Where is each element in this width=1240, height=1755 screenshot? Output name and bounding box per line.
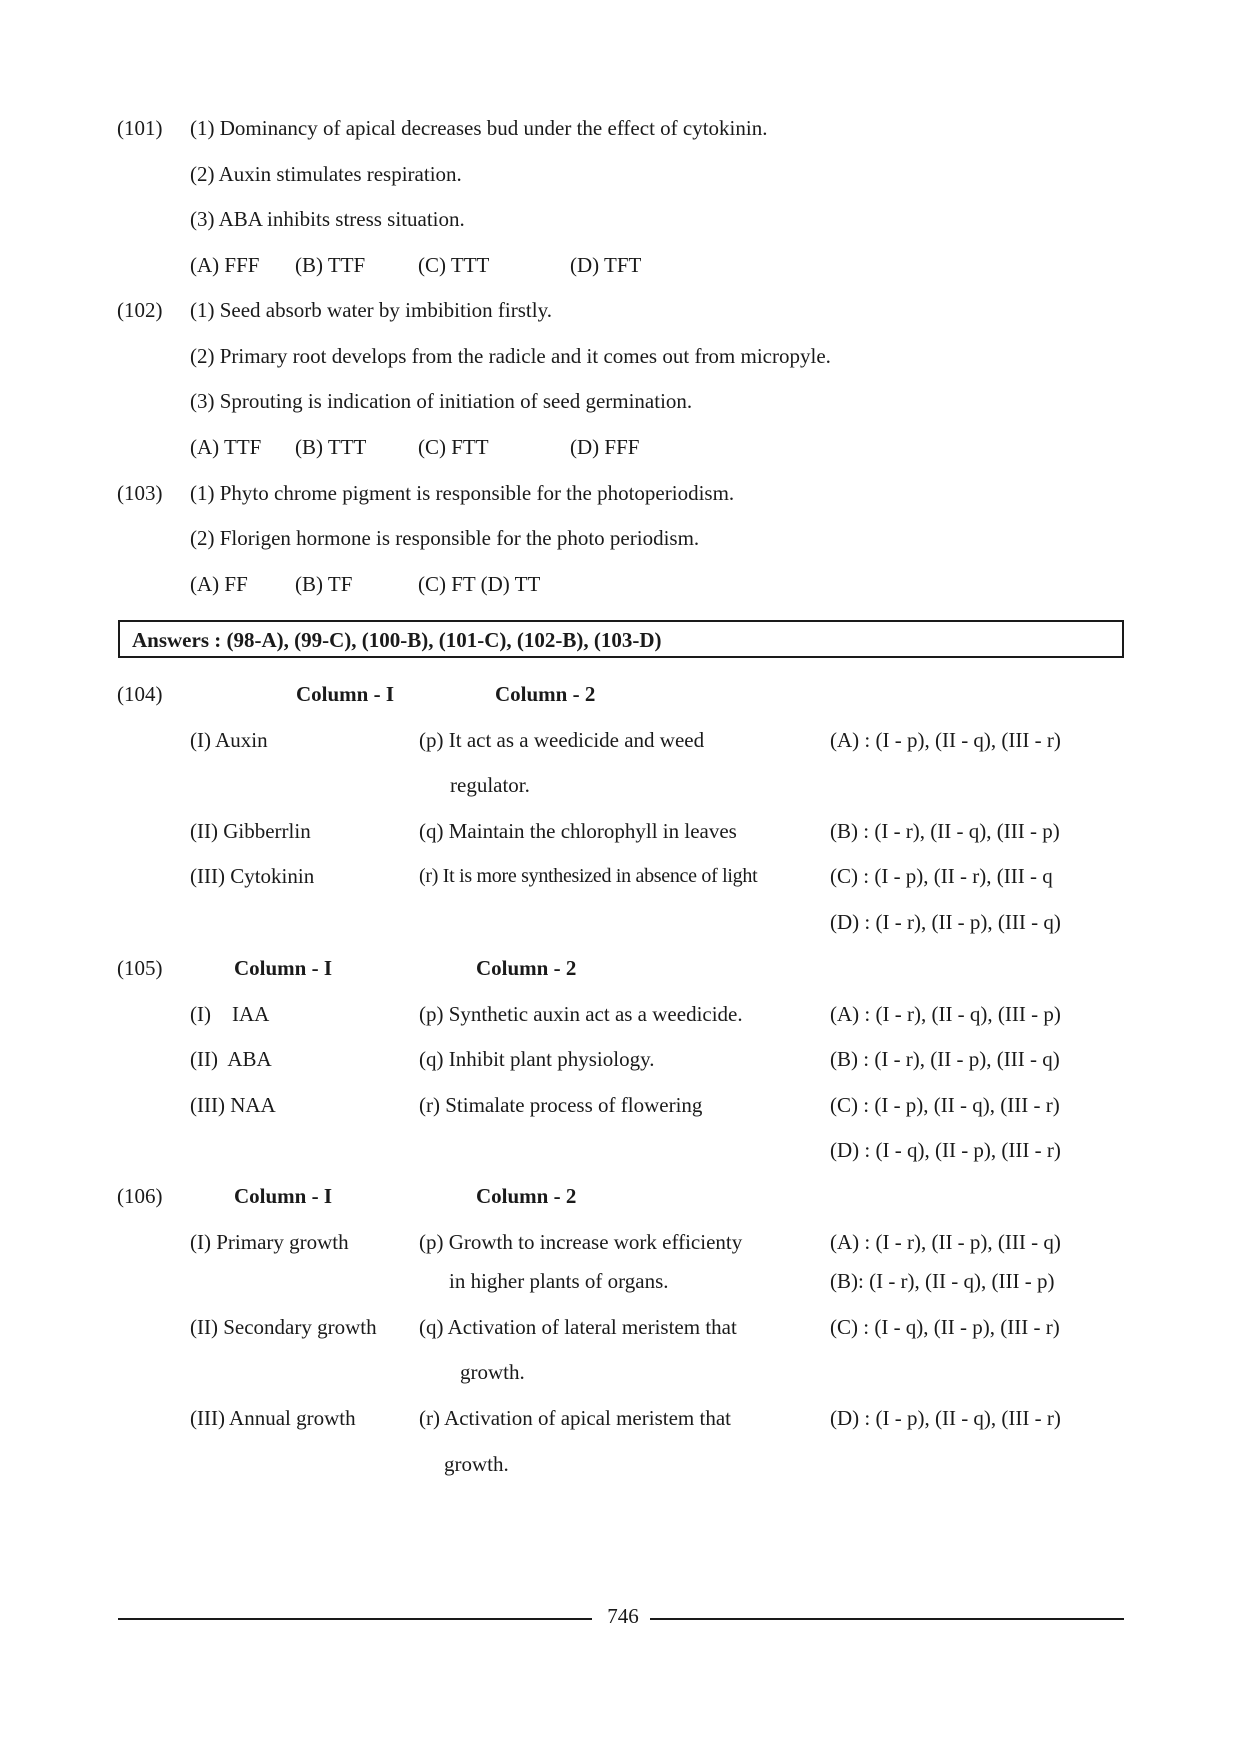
statement: (2) Primary root develops from the radicle and it comes out from micropyle. — [190, 344, 831, 368]
option: (B) TF — [295, 572, 353, 596]
question-number: (105) — [117, 956, 163, 980]
answers-box — [118, 620, 1124, 658]
footer-rule-left — [118, 1618, 592, 1620]
column-1-item: (III) Annual growth — [190, 1406, 356, 1430]
column-2-item: (r) It is more synthesized in absence of light — [419, 865, 758, 887]
column-2-item: growth. — [444, 1452, 509, 1476]
column-1-header: Column - I — [296, 682, 395, 706]
option: (D) : (I - r), (II - p), (III - q) — [830, 910, 1061, 934]
column-2-item: (p) Synthetic auxin act as a weedicide. — [419, 1002, 743, 1026]
option: (D) TFT — [570, 253, 642, 277]
column-2-header: Column - 2 — [476, 1184, 577, 1208]
column-2-item: growth. — [460, 1360, 525, 1384]
option: (C) : (I - q), (II - p), (III - r) — [830, 1315, 1060, 1339]
question-number: (101) — [117, 116, 163, 140]
option: (A) : (I - r), (II - p), (III - q) — [830, 1230, 1061, 1254]
option: (B): (I - r), (II - q), (III - p) — [830, 1269, 1055, 1293]
option: (B) TTT — [295, 435, 367, 459]
column-2-header: Column - 2 — [495, 682, 596, 706]
column-2-item: in higher plants of organs. — [449, 1269, 669, 1293]
option: (C) : (I - p), (II - r), (III - q — [830, 864, 1053, 888]
page-number: 746 — [607, 1604, 639, 1628]
column-1-item: (II) ABA — [190, 1047, 272, 1071]
statement: (1) Dominancy of apical decreases bud under the effect of cytokinin. — [190, 116, 768, 140]
option: (D) : (I - q), (II - p), (III - r) — [830, 1138, 1061, 1162]
column-2-item: (r) Stimalate process of flowering — [419, 1093, 703, 1117]
question-number: (106) — [117, 1184, 163, 1208]
column-2-item: (q) Activation of lateral meristem that — [419, 1315, 737, 1339]
option: (C) : (I - p), (II - q), (III - r) — [830, 1093, 1060, 1117]
option: (D) : (I - p), (II - q), (III - r) — [830, 1406, 1061, 1430]
column-2-item: (q) Maintain the chlorophyll in leaves — [419, 819, 737, 843]
option: (C) FTT — [418, 435, 489, 459]
statement: (1) Phyto chrome pigment is responsible for the photoperiodism. — [190, 481, 735, 505]
statement: (2) Florigen hormone is responsible for the photo periodism. — [190, 526, 700, 550]
column-2-item: (p) Growth to increase work efficienty — [419, 1230, 743, 1254]
option: (A) FF — [190, 572, 248, 596]
column-2-item: (p) It act as a weedicide and weed — [419, 728, 705, 752]
option: (A) TTF — [190, 435, 262, 459]
column-1-item: (III) Cytokinin — [190, 864, 315, 888]
column-1-item: (II) Secondary growth — [190, 1315, 377, 1339]
column-1-item: (I) IAA — [190, 1002, 270, 1026]
question-number: (104) — [117, 682, 163, 706]
statement: (2) Auxin stimulates respiration. — [190, 162, 462, 186]
column-1-item: (I) Auxin — [190, 728, 268, 752]
statement: (3) Sprouting is indication of initiation of seed germination. — [190, 389, 693, 413]
option: (C) TTT — [418, 253, 490, 277]
option: (D) FFF — [570, 435, 640, 459]
column-2-item: (q) Inhibit plant physiology. — [419, 1047, 655, 1071]
option: (B) : (I - r), (II - q), (III - p) — [830, 819, 1060, 843]
column-2-header: Column - 2 — [476, 956, 577, 980]
option: (B) TTF — [295, 253, 366, 277]
column-1-item: (I) Primary growth — [190, 1230, 349, 1254]
question-number: (102) — [117, 298, 163, 322]
answers-text: Answers : (98-A), (99-C), (100-B), (101-C), (102-B), (103-D) — [132, 628, 662, 652]
option: (B) : (I - r), (II - p), (III - q) — [830, 1047, 1060, 1071]
option: (A) : (I - r), (II - q), (III - p) — [830, 1002, 1061, 1026]
column-1-header: Column - I — [234, 956, 333, 980]
option: (A) : (I - p), (II - q), (III - r) — [830, 728, 1061, 752]
column-1-item: (III) NAA — [190, 1093, 276, 1117]
column-1-header: Column - I — [234, 1184, 333, 1208]
statement: (1) Seed absorb water by imbibition firstly. — [190, 298, 552, 322]
column-1-item: (II) Gibberrlin — [190, 819, 311, 843]
option: (A) FFF — [190, 253, 260, 277]
statement: (3) ABA inhibits stress situation. — [190, 207, 465, 231]
footer-rule-right — [650, 1618, 1124, 1620]
option: (C) FT (D) TT — [418, 572, 541, 596]
column-2-item: (r) Activation of apical meristem that — [419, 1406, 731, 1430]
question-number: (103) — [117, 481, 163, 505]
column-2-item: regulator. — [450, 773, 530, 797]
